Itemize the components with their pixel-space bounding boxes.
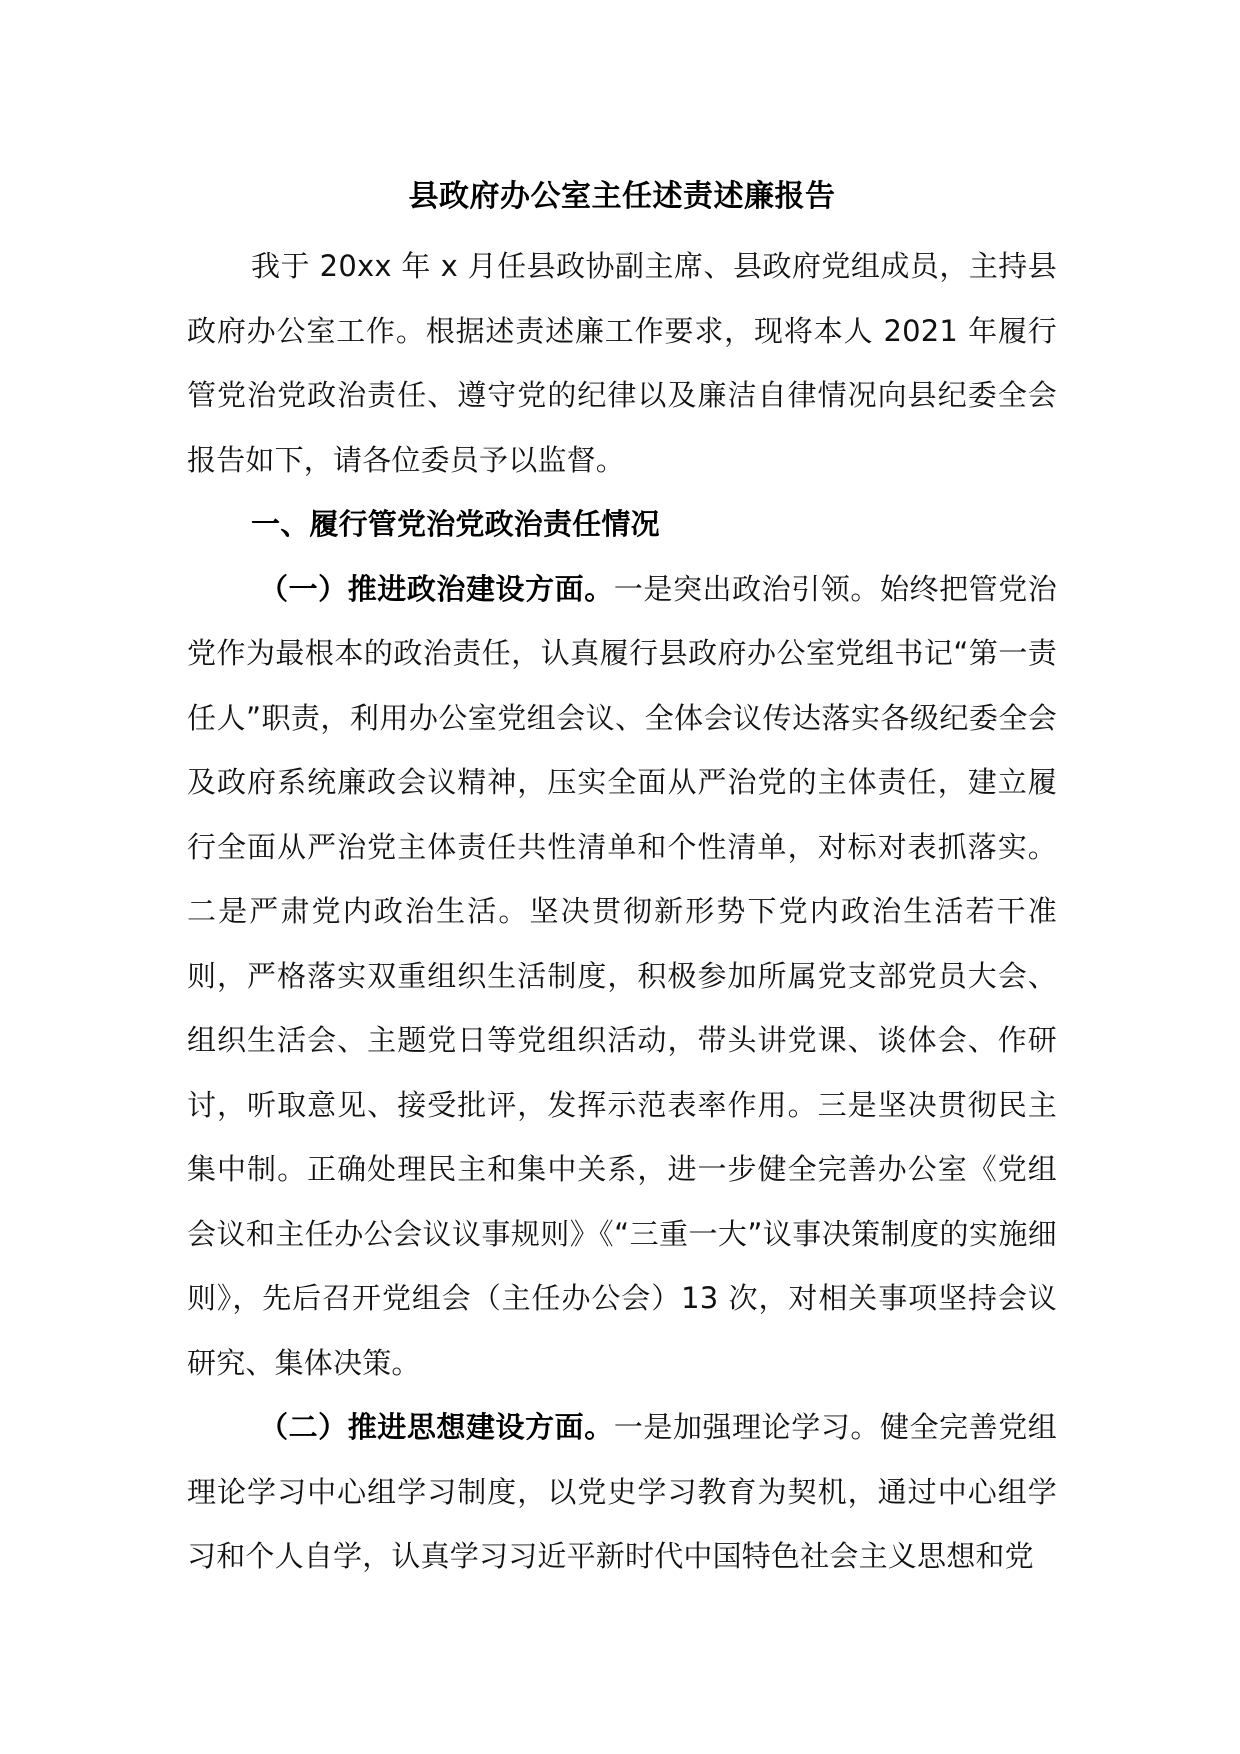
section-heading-1-text: 一、履行管党治党政治责任情况 [251,507,660,541]
subsection-ideology-text: 一是加强理论学习。健全完善党组理论学习中心组学习制度，以党史学习教育为契机，通过中心组学习和个人自学，认真学习习近平新时代中国特色社会主义思想和党 [187,1410,1057,1573]
subsection-political-lead: （一）推进政治建设方面。 [259,571,614,606]
subsection-political-paragraph [187,557,1057,1396]
subsection-ideology-paragraph [187,1395,1057,1589]
document-title: 县政府办公室主任述责述廉报告 [408,179,836,214]
subsection-political-text: 一是突出政治引领。始终把管党治党作为最根本的政治责任，认真履行县政府办公室党组书记“第一责任人”职责，利用办公室党组会议、全体会议传达落实各级纪委全会及政府系统廉政会议精神，压实全面从严治党的主体责任，建立履行全面从严治党主体责任共性清单和个性清单，对标对表抓落实。二是严肃党内政治生活。坚决贯彻新形势下党内政治生活若干准则，严格落实双重组织生活制度，积极参加所属党支部党员大会、组织生活会、主题党日等党组织活动，带头讲党课、谈体会、作研讨，听取意见、接受批评，发挥示范表率作用。三是坚决贯彻民主集中制。正确处理民主和集中关系，进一步健全完善办公室《党组会议和主任办公会议议事规则》《“三重一大”议事决策制度的实施细则》，先后召开党组会（主任办公会）13 次，对相关事项坚持会议研究、集体决策。 [187,571,1057,1380]
subsection-ideology-lead: （二）推进思想建设方面。 [259,1410,614,1444]
section-heading-1 [187,492,1057,557]
intro-paragraph-text: 我于 20xx 年 x 月任县政协副主席、县政府党组成员，主持县政府办公室工作。根据述责述廉工作要求，现将本人 2021 年履行管党治党政治责任、遵守党的纪律以及廉洁自律情况向县纪委全会报告如下，请各位委员予以监督。 [187,249,1057,477]
document-body [187,160,1057,1589]
intro-paragraph [187,234,1057,492]
